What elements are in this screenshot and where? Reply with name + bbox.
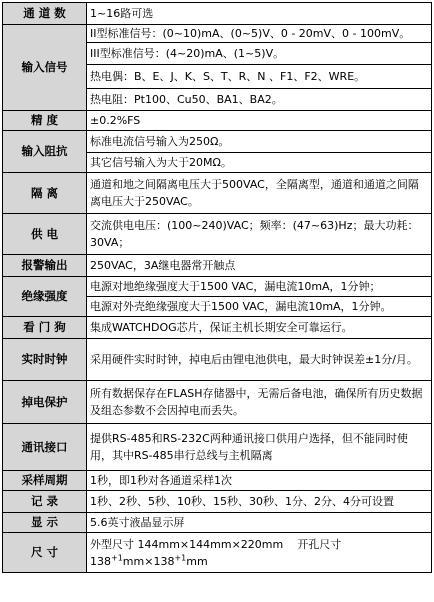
row-value: 1秒，即1秒对各通道采样1次 — [87, 471, 432, 491]
row-value: 1秒、2秒、5秒、10秒、15秒、30秒、1分、2分、4分可设置 — [87, 491, 432, 513]
row-value: 5.6英寸液晶显示屏 — [87, 513, 432, 533]
cutout-tolerance-b: +1 — [174, 552, 187, 562]
row-watchdog — [3, 317, 432, 339]
row-sampling — [3, 471, 432, 491]
row-power-fail — [3, 381, 432, 424]
cutout-value-a: 138 — [90, 554, 111, 568]
row-label: 绝缘强度 — [3, 277, 87, 317]
row-label: 掉电保护 — [3, 381, 87, 424]
row-label: 输入信号 — [3, 25, 87, 111]
cutout-label: 开孔尺寸 — [297, 537, 342, 551]
row-label: 通讯接口 — [3, 424, 87, 471]
row-impedance-1 — [3, 131, 432, 153]
cutout-unit-a: mm×138 — [122, 554, 175, 568]
row-value: ±0.2%FS — [87, 111, 432, 131]
row-label: 输入阻抗 — [3, 131, 87, 173]
row-label: 采样周期 — [3, 471, 87, 491]
row-value: 250VAC，3A继电器常开触点 — [87, 255, 432, 277]
row-value: 交流供电电压：(100~240)VAC；频率：(47~63)Hz；最大功耗：30VA； — [87, 214, 432, 255]
row-value: 所有数据保存在FLASH存储器中，无需后备电池，确保所有历史数据及组态参数不会因掉电而丢失。 — [87, 381, 432, 424]
row-channels — [3, 3, 432, 25]
row-rtc — [3, 339, 432, 381]
row-value: 采用硬件实时时钟，掉电后由锂电池供电，最大时钟误差±1分/月。 — [87, 339, 432, 381]
row-value: 标准电流信号输入为250Ω。 — [87, 131, 432, 153]
row-isolation — [3, 173, 432, 214]
row-value: 热电偶：B、E、J、K、S、T、R、N 、F1、F2、WRE。 — [87, 65, 432, 89]
outer-size-value: 144mm×144mm×220mm — [137, 537, 284, 551]
row-accuracy — [3, 111, 432, 131]
row-value: 热电阻：Pt100、Cu50、BA1、BA2。 — [87, 89, 432, 111]
row-input-signal-1 — [3, 25, 432, 43]
row-label: 通 道 数 — [3, 3, 87, 25]
row-record — [3, 491, 432, 513]
row-value: 集成WATCHDOG芯片，保证主机长期安全可靠运行。 — [87, 317, 432, 339]
row-power — [3, 214, 432, 255]
outer-size-label: 外型尺寸 — [90, 537, 134, 551]
row-value: 提供RS-485和RS-232C两种通讯接口供用户选择，但不能同时使用，其中RS-485串行总线与主机隔离 — [87, 424, 432, 471]
row-label: 尺 寸 — [3, 533, 87, 573]
row-value: III型标准信号：(4~20)mA、(1~5)V。 — [87, 43, 432, 65]
cutout-unit-b: mm — [186, 554, 208, 568]
row-insulation-1 — [3, 277, 432, 297]
row-label: 隔 离 — [3, 173, 87, 214]
row-label: 显 示 — [3, 513, 87, 533]
row-size — [3, 533, 432, 573]
row-value: II型标准信号：(0~10)mA、(0~5)V、0 - 20mV、0 - 100mV。 — [87, 25, 432, 43]
row-label: 供 电 — [3, 214, 87, 255]
row-value: 电源对地绝缘强度大于1500 VAC，漏电流10mA，1分钟； — [87, 277, 432, 297]
row-label: 记 录 — [3, 491, 87, 513]
row-value: 其它信号输入为大于20MΩ。 — [87, 153, 432, 173]
row-alarm — [3, 255, 432, 277]
row-label: 看 门 狗 — [3, 317, 87, 339]
spec-table — [2, 2, 432, 573]
row-value: 电源对外壳绝缘强度大于1500 VAC，漏电流10mA，1分钟。 — [87, 297, 432, 317]
row-comm — [3, 424, 432, 471]
row-value: 1~16路可选 — [87, 3, 432, 25]
row-value — [87, 533, 432, 573]
row-value: 通道和地之间隔离电压大于500VAC，全隔离型，通道和通道之间隔离电压大于250VAC。 — [87, 173, 432, 214]
row-label: 实时时钟 — [3, 339, 87, 381]
cutout-tolerance-a: +1 — [111, 552, 123, 562]
row-label: 精 度 — [3, 111, 87, 131]
row-label: 报警输出 — [3, 255, 87, 277]
row-display — [3, 513, 432, 533]
